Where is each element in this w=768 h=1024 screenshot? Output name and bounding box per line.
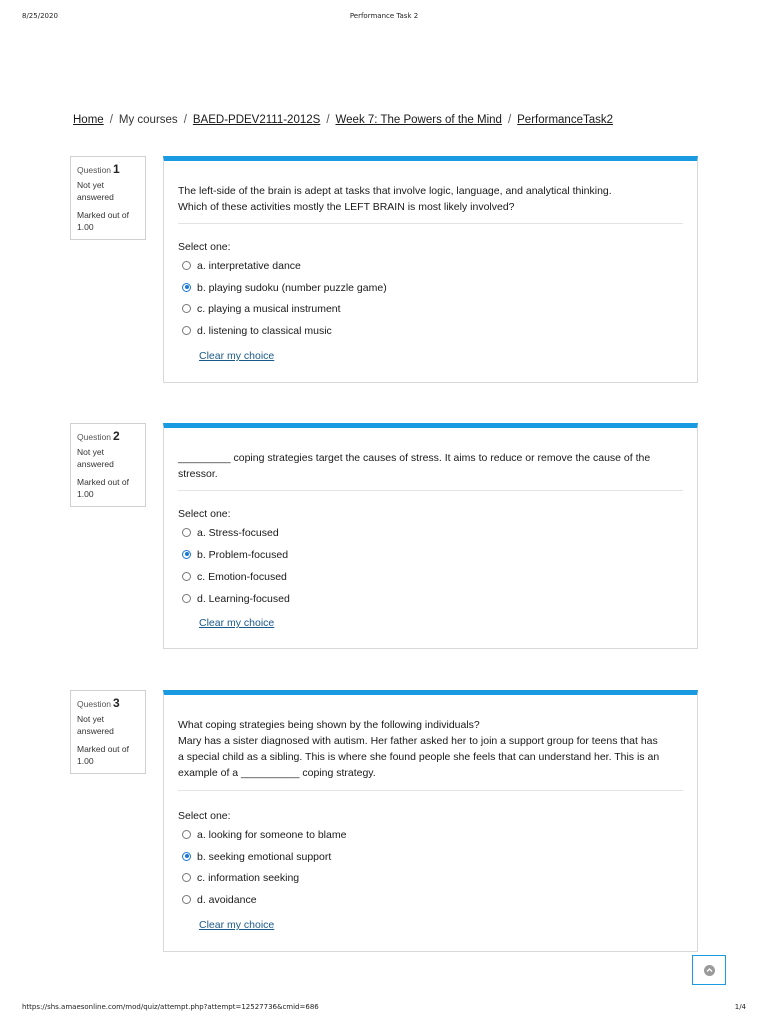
scroll-to-top-button[interactable] bbox=[692, 955, 726, 985]
clear-choice-link[interactable]: Clear my choice bbox=[199, 919, 275, 931]
breadcrumb-quiz-link[interactable]: PerformanceTask2 bbox=[517, 114, 614, 126]
question-divider bbox=[178, 790, 683, 791]
answer-option[interactable]: c. playing a musical instrument bbox=[182, 303, 341, 317]
question-divider bbox=[178, 223, 683, 224]
breadcrumb-week-link[interactable]: Week 7: The Powers of the Mind bbox=[335, 114, 502, 126]
radio-checked-icon[interactable] bbox=[182, 550, 191, 559]
breadcrumb-course-link[interactable]: BAED-PDEV2111-2012S bbox=[192, 114, 321, 126]
question-info-2 bbox=[70, 423, 146, 507]
radio-icon[interactable] bbox=[182, 594, 191, 603]
radio-icon[interactable] bbox=[182, 326, 191, 335]
radio-icon[interactable] bbox=[182, 572, 191, 581]
answer-option[interactable]: d. avoidance bbox=[182, 894, 257, 908]
question-text-3: What coping strategies being shown by the following individuals? Mary has a sister diagnosed with autism. Her father asked her to join a support group for teens that has a special child as a sibling. This is where she found people she feels that can understand her. This is an example of a __________ coping strategy. bbox=[178, 719, 660, 779]
breadcrumb-home-link[interactable]: Home bbox=[73, 114, 104, 126]
answer-option[interactable]: d. Learning-focused bbox=[182, 593, 290, 607]
radio-icon[interactable] bbox=[182, 261, 191, 270]
radio-icon[interactable] bbox=[182, 528, 191, 537]
arrow-up-circle-icon[interactable] bbox=[704, 965, 715, 976]
radio-icon[interactable] bbox=[182, 830, 191, 839]
question-grade-1: Marked out of 1.00 bbox=[77, 210, 129, 232]
answer-option[interactable]: a. Stress-focused bbox=[182, 527, 279, 541]
select-one-label: Select one: bbox=[178, 508, 231, 520]
question-state-3: Not yet answered bbox=[77, 714, 114, 736]
question-divider bbox=[178, 490, 683, 491]
print-header bbox=[22, 12, 746, 22]
question-grade-3: Marked out of 1.00 bbox=[77, 744, 129, 766]
question-state-1: Not yet answered bbox=[77, 180, 114, 202]
question-info-1 bbox=[70, 156, 146, 240]
question-card-2 bbox=[163, 423, 698, 649]
answer-option[interactable]: d. listening to classical music bbox=[182, 325, 332, 339]
radio-icon[interactable] bbox=[182, 873, 191, 882]
question-card-1 bbox=[163, 156, 698, 383]
question-text-2: _________ coping strategies target the causes of stress. It aims to reduce or remove the cause of the stressor. bbox=[178, 452, 651, 480]
question-grade-2: Marked out of 1.00 bbox=[77, 477, 129, 499]
radio-checked-icon[interactable] bbox=[182, 852, 191, 861]
print-page-number: 1/4 bbox=[734, 1003, 746, 1011]
print-title: Performance Task 2 bbox=[349, 12, 419, 20]
answer-option[interactable]: a. interpretative dance bbox=[182, 260, 301, 274]
question-state-2: Not yet answered bbox=[77, 447, 114, 469]
radio-checked-icon[interactable] bbox=[182, 283, 191, 292]
breadcrumb-separator: / bbox=[183, 114, 187, 126]
breadcrumb-separator: / bbox=[326, 114, 330, 126]
select-one-label: Select one: bbox=[178, 810, 231, 822]
breadcrumb-separator: / bbox=[109, 114, 113, 126]
breadcrumb-my-courses: My courses bbox=[118, 114, 178, 126]
question-number-2: Question 2 bbox=[77, 429, 120, 443]
print-date: 8/25/2020 bbox=[22, 12, 58, 20]
question-number-1: Question 1 bbox=[77, 162, 120, 176]
breadcrumb-separator: / bbox=[507, 114, 512, 126]
radio-icon[interactable] bbox=[182, 304, 191, 313]
question-info-3 bbox=[70, 690, 146, 774]
question-card-3 bbox=[163, 690, 698, 952]
breadcrumb bbox=[73, 114, 613, 130]
question-text-1: The left-side of the brain is adept at tasks that involve logic, language, and analytical thinking. Which of these activities mostly the LEFT BRAIN is most likely involved? bbox=[178, 185, 612, 213]
answer-option[interactable]: b. playing sudoku (number puzzle game) bbox=[182, 282, 387, 296]
print-footer bbox=[22, 1003, 746, 1013]
answer-option[interactable]: b. seeking emotional support bbox=[182, 851, 331, 865]
clear-choice-link[interactable]: Clear my choice bbox=[199, 350, 275, 362]
answer-option[interactable]: a. looking for someone to blame bbox=[182, 829, 346, 843]
answer-option[interactable]: b. Problem-focused bbox=[182, 549, 288, 563]
radio-icon[interactable] bbox=[182, 895, 191, 904]
select-one-label: Select one: bbox=[178, 241, 231, 253]
print-url: https://shs.amaesonline.com/mod/quiz/attempt.php?attempt=12527736&cmid=686 bbox=[22, 1003, 319, 1011]
answer-option[interactable]: c. information seeking bbox=[182, 872, 299, 886]
clear-choice-link[interactable]: Clear my choice bbox=[199, 617, 275, 629]
question-number-3: Question 3 bbox=[77, 696, 120, 710]
answer-option[interactable]: c. Emotion-focused bbox=[182, 571, 287, 585]
